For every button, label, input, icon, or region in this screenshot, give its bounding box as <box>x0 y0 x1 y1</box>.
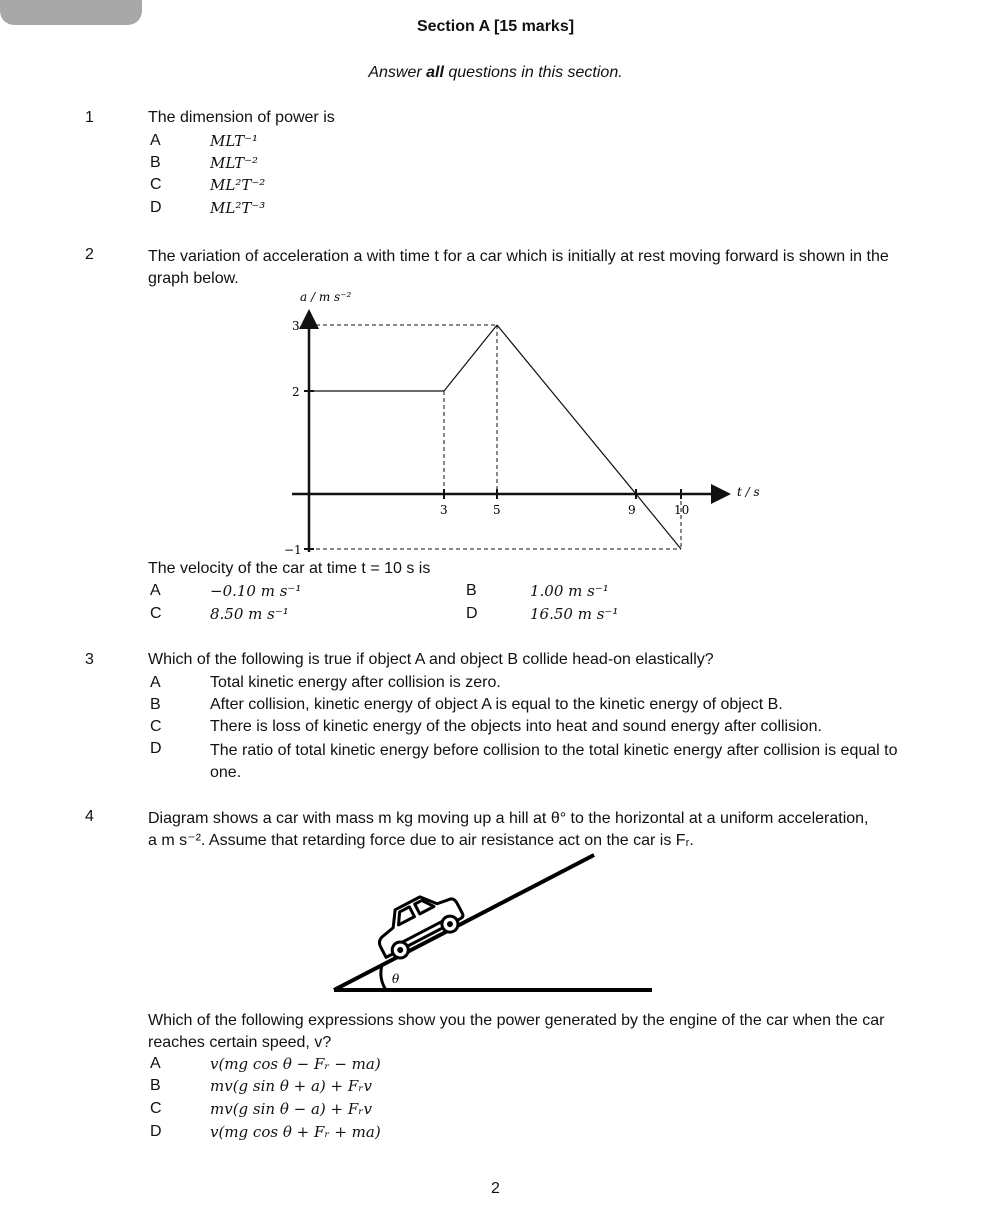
y-tick-label: −1 <box>284 543 302 557</box>
y-tick-label: 2 <box>292 385 300 399</box>
question-text: The dimension of power is <box>148 109 335 126</box>
option-letter: A <box>150 582 161 599</box>
option-text: −0.10 m s⁻¹ <box>210 582 302 600</box>
option-text: mv(g sin θ − a) + Fᵣv <box>210 1100 372 1118</box>
instruction-text: Answer <box>368 64 427 81</box>
y-tick-label: 3 <box>292 319 300 333</box>
question-number: 3 <box>85 651 94 668</box>
question-number: 4 <box>85 808 94 825</box>
question-number: 1 <box>85 109 94 126</box>
option-text: MLT⁻² <box>210 154 259 172</box>
x-tick-label: 9 <box>628 503 636 517</box>
option-letter: C <box>150 718 162 735</box>
question-text: Which of the following is true if object A and object B collide head-on elastically? <box>148 651 714 668</box>
option-letter: C <box>150 605 162 622</box>
car-on-incline-diagram <box>320 850 660 1000</box>
x-tick-label: 10 <box>674 503 690 517</box>
incline-line <box>334 855 594 990</box>
option-letter: B <box>466 582 477 599</box>
question-text: The variation of acceleration a with time t for a car which is initially at rest moving forward is shown in the graph below. <box>148 248 889 287</box>
option-letter: D <box>150 1123 162 1140</box>
x-tick-label: 3 <box>440 503 448 517</box>
x-axis-label: t / s <box>737 485 760 499</box>
option-letter: B <box>150 696 161 713</box>
option-text: v(mg cos θ + Fᵣ + ma) <box>210 1123 381 1141</box>
option-letter: B <box>150 1077 161 1094</box>
question-text: Diagram shows a car with mass m kg moving up a hill at θ° to the horizontal at a uniform acceleration, a m s⁻². Assume that retarding force due to air resistance act on the car is Fᵣ. <box>148 810 869 849</box>
option-text: 1.00 m s⁻¹ <box>530 582 609 600</box>
option-letter: C <box>150 1100 162 1117</box>
section-title: Section A [15 marks] <box>416 18 575 35</box>
data-segment <box>444 325 497 391</box>
option-letter: D <box>466 605 478 622</box>
option-text: After collision, kinetic energy of object A is equal to the kinetic energy of object B. <box>210 696 783 713</box>
option-text: 8.50 m s⁻¹ <box>210 605 289 623</box>
instruction-bold: all <box>426 64 444 81</box>
option-letter: C <box>150 176 162 193</box>
page-number: 2 <box>491 1180 500 1197</box>
data-segment <box>497 325 636 494</box>
option-text: Total kinetic energy after collision is zero. <box>210 674 501 691</box>
option-text: 16.50 m s⁻¹ <box>530 605 619 623</box>
option-text: ML²T⁻² <box>210 176 266 194</box>
option-text: v(mg cos θ − Fᵣ − ma) <box>210 1055 381 1073</box>
car-icon <box>369 883 468 964</box>
option-letter: A <box>150 674 161 691</box>
question-followup: The velocity of the car at time t = 10 s is <box>148 560 431 577</box>
option-letter: D <box>150 740 162 757</box>
option-letter: B <box>150 154 161 171</box>
x-tick-label: 5 <box>493 503 501 517</box>
y-axis-label: a / m s⁻² <box>300 290 352 304</box>
option-text: ML²T⁻³ <box>210 199 266 217</box>
option-text: There is loss of kinetic energy of the objects into heat and sound energy after collision. <box>210 718 822 735</box>
angle-arc <box>381 965 386 990</box>
option-letter: A <box>150 132 161 149</box>
option-letter: A <box>150 1055 161 1072</box>
option-text: The ratio of total kinetic energy before collision to the total kinetic energy after collision is equal to one. <box>210 742 898 781</box>
angle-label: θ <box>392 972 400 986</box>
question-number: 2 <box>85 246 94 263</box>
option-text: MLT⁻¹ <box>210 132 259 150</box>
option-letter: D <box>150 199 162 216</box>
question-followup: Which of the following expressions show you the power generated by the engine of the car when the car reaches certain speed, v? <box>148 1012 885 1051</box>
instruction-text: questions in this section. <box>443 64 623 81</box>
option-text: mv(g sin θ + a) + Fᵣv <box>210 1077 372 1095</box>
